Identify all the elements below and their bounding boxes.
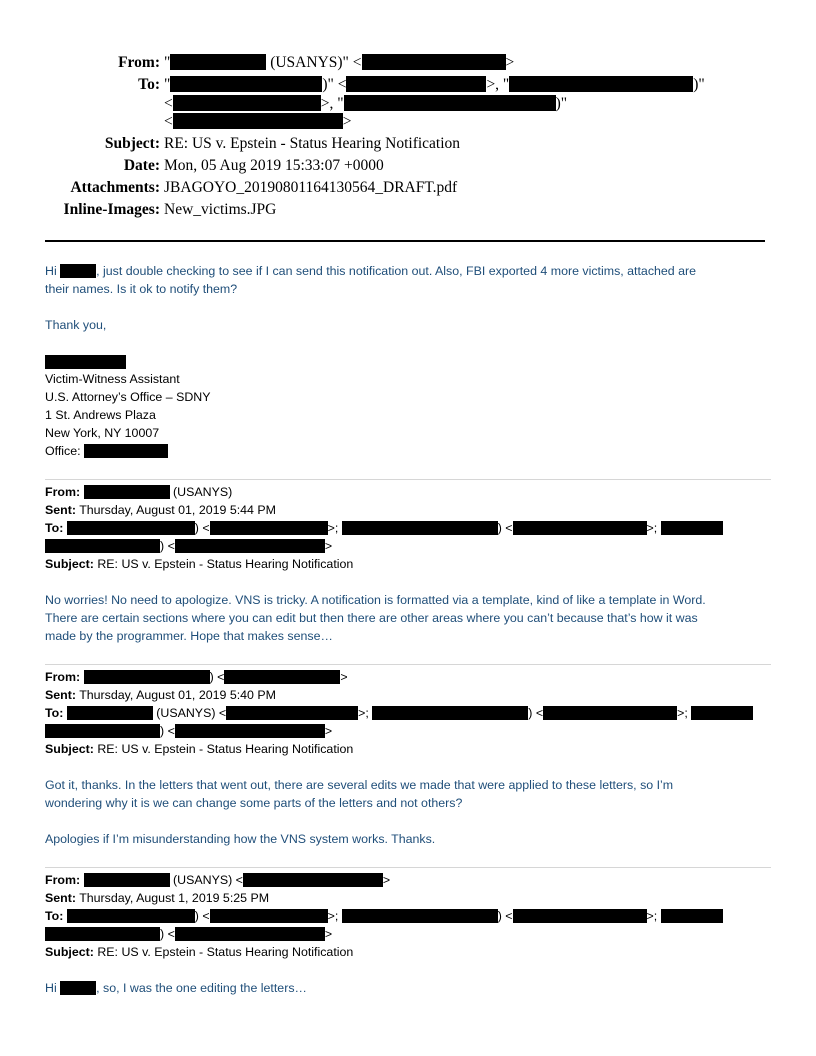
redaction	[175, 539, 325, 553]
redaction	[45, 927, 160, 941]
greeting: Hi	[45, 264, 57, 278]
redaction	[210, 521, 328, 535]
message-body-line: made by the programmer. Hope that makes sense…	[45, 629, 333, 643]
redaction	[45, 724, 160, 738]
attachments-label: Attachments:	[70, 179, 160, 196]
signature-office: U.S. Attorney’s Office – SDNY	[45, 390, 211, 404]
quoted-from: From: (USANYS)	[45, 485, 233, 499]
message-separator	[45, 867, 771, 868]
quoted-to: To: (USANYS) < >; ) < >;	[45, 704, 753, 722]
redaction	[67, 909, 195, 923]
redaction	[67, 706, 153, 720]
redaction	[84, 873, 170, 887]
redaction	[342, 909, 498, 923]
quoted-sent: Sent: Thursday, August 01, 2019 5:44 PM	[45, 503, 276, 517]
redaction	[346, 76, 486, 92]
signature-title: Victim-Witness Assistant	[45, 372, 180, 386]
signature-name-redaction	[45, 353, 126, 371]
signature-address: 1 St. Andrews Plaza	[45, 408, 156, 422]
quoted-to: To: ) < >; ) < >;	[45, 907, 723, 925]
redaction	[173, 113, 343, 129]
redaction	[226, 706, 358, 720]
redaction	[45, 539, 160, 553]
redaction	[372, 706, 528, 720]
inline-images-label: Inline-Images:	[63, 201, 160, 218]
quoted-sent: Sent: Thursday, August 1, 2019 5:25 PM	[45, 891, 270, 905]
redaction	[84, 444, 168, 458]
message-body-line: their names. Is it ok to notify them?	[45, 282, 238, 296]
redaction	[175, 927, 325, 941]
redaction	[170, 54, 266, 70]
from-label: From:	[118, 54, 160, 71]
redaction	[342, 521, 498, 535]
redaction	[691, 706, 753, 720]
redaction	[513, 521, 647, 535]
redaction	[60, 981, 96, 995]
quoted-from: From: ) < >	[45, 670, 348, 684]
message-body-line: No worries! No need to apologize. VNS is tricky. A notification is formatted via a template, kind of like a template in Word.	[45, 593, 706, 607]
to-value-line1: " )" < >, " )"	[164, 76, 705, 93]
subject-value: RE: US v. Epstein - Status Hearing Notification	[164, 135, 461, 152]
redaction	[344, 95, 556, 111]
message-body-line: Apologies if I’m misunderstanding how the VNS system works. Thanks.	[45, 832, 436, 846]
redaction	[60, 264, 96, 278]
body-text: , just double checking to see if I can send this notification out. Also, FBI exported 4 more victims, attached are	[96, 264, 697, 278]
subject-label: Subject:	[104, 135, 160, 152]
redaction	[67, 521, 195, 535]
redaction	[210, 909, 328, 923]
redaction	[661, 909, 723, 923]
to-label: To:	[138, 76, 160, 93]
message-separator	[45, 479, 771, 480]
message-separator	[45, 664, 771, 665]
redaction	[175, 724, 325, 738]
redaction	[243, 873, 383, 887]
message-body-line: wondering why it is we can change some parts of the letters and not others?	[45, 796, 463, 810]
quoted-subject: Subject: RE: US v. Epstein - Status Hearing Notification	[45, 742, 354, 756]
quoted-to-cont: ) < >	[45, 925, 332, 943]
to-value-line2: < >, " )"	[164, 95, 568, 112]
signature-phone: Office:	[45, 442, 168, 460]
from-value: " (USANYS)" < >	[164, 54, 515, 71]
attachment-link[interactable]: JBAGOYO_20190801164130564_DRAFT.pdf	[164, 179, 458, 196]
header-divider	[45, 240, 765, 242]
message-body-line: There are certain sections where you can edit but then there are other areas where you can’t because that’s how it was	[45, 611, 698, 625]
redaction	[543, 706, 677, 720]
redaction	[661, 521, 723, 535]
redaction	[84, 485, 170, 499]
redaction	[224, 670, 340, 684]
quoted-from: From: (USANYS) < >	[45, 873, 391, 887]
date-label: Date:	[123, 157, 160, 174]
redaction	[170, 76, 322, 92]
redaction	[509, 76, 693, 92]
quoted-to-cont: ) < >	[45, 537, 332, 555]
redaction	[84, 670, 210, 684]
inline-image-link[interactable]: New_victims.JPG	[164, 201, 277, 218]
message-body-line: Hi , so, I was the one editing the letters…	[45, 981, 307, 995]
quoted-subject: Subject: RE: US v. Epstein - Status Hearing Notification	[45, 945, 354, 959]
quoted-sent: Sent: Thursday, August 01, 2019 5:40 PM	[45, 688, 276, 702]
message-closing: Thank you,	[45, 318, 107, 332]
redaction	[513, 909, 647, 923]
quoted-subject: Subject: RE: US v. Epstein - Status Hearing Notification	[45, 557, 354, 571]
to-value-line3: < >	[164, 113, 352, 130]
date-value: Mon, 05 Aug 2019 15:33:07 +0000	[164, 157, 384, 174]
message-body-line: Got it, thanks. In the letters that went out, there are several edits we made that were applied to these letters, so I’m	[45, 778, 674, 792]
message-body-line	[45, 262, 696, 280]
redaction	[362, 54, 506, 70]
quoted-to-cont: ) < >	[45, 722, 332, 740]
redaction	[173, 95, 321, 111]
from-text: (USANYS)" <	[270, 54, 362, 71]
quoted-to: To: ) < >; ) < >;	[45, 519, 723, 537]
signature-city: New York, NY 10007	[45, 426, 160, 440]
